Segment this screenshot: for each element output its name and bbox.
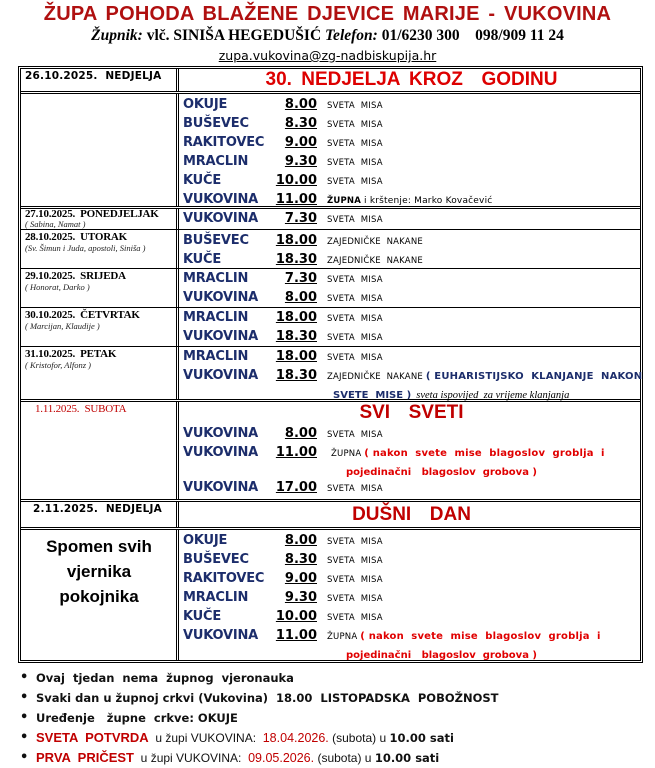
mass-entry <box>183 626 640 645</box>
mass-desc: SVETA MISA <box>327 275 383 285</box>
mass-entry <box>183 250 640 269</box>
mass-desc: SVETA MISA <box>327 139 383 149</box>
mass-desc: SVETA MISA <box>327 215 383 225</box>
mass-place: MRACLIN <box>183 310 249 325</box>
confirmation-label: SVETA POTVRDA <box>36 730 149 745</box>
mass-time: 8.30 <box>284 116 317 131</box>
announcement-text: u župi VUKOVINA: <box>148 731 263 745</box>
event-date: 18.04.2026. <box>262 731 329 745</box>
day-saints: ( Marcijan, Klaudije ) <box>25 321 100 331</box>
mass-place: VUKOVINA <box>183 628 259 643</box>
day-header-row <box>21 69 640 94</box>
day-saints: ( Sabina, Namat ) <box>25 219 86 229</box>
announcement-item <box>18 708 648 728</box>
mass-desc <box>323 367 642 387</box>
mass-desc: ZAJEDNIČKE NAKANE <box>327 237 423 247</box>
parish-title: ŽUPA POHODA BLAŽENE DJEVICE MARIJE - VUKOVINA <box>43 3 612 25</box>
mass-entry <box>183 607 640 626</box>
mass-place: VUKOVINA <box>183 368 259 383</box>
mass-time: 8.00 <box>284 533 317 548</box>
announcement-text: (subota) u <box>314 751 375 765</box>
mass-place: VUKOVINA <box>183 290 259 305</box>
announcements-list <box>18 668 648 768</box>
mass-entry <box>183 327 640 346</box>
mass-time: 10.00 <box>275 609 317 624</box>
adoration-note: ( EUHARISTIJSKO KLANJANJE NAKON <box>425 371 643 382</box>
announcement-item <box>18 688 648 708</box>
blessing-note: ( nakon svete mise blagoslov groblja i <box>364 448 605 459</box>
mass-place: BUŠEVEC <box>183 552 249 567</box>
mass-time: 11.00 <box>275 445 317 460</box>
mass-entry <box>183 171 640 190</box>
mass-entry <box>183 152 640 171</box>
mass-place: VUKOVINA <box>183 426 259 441</box>
pastor-line <box>0 27 655 45</box>
mass-time: 18.30 <box>275 252 317 267</box>
mass-time: 18.00 <box>275 233 317 248</box>
event-time: 10.00 sati <box>374 751 440 765</box>
day-date: 31.10.2025. PETAK <box>25 348 117 360</box>
mass-desc: SVETA MISA <box>327 537 383 547</box>
announcement-text: Uređenje župne crkve: OKUJE <box>36 711 238 725</box>
mass-place: RAKITOVEC <box>183 571 265 586</box>
mass-time: 18.30 <box>275 329 317 344</box>
day-date: 30.10.2025. ČETVRTAK <box>25 309 140 321</box>
pastor-name: vlč. SINIŠA HEGEDUŠIĆ <box>146 27 322 44</box>
mass-entry <box>183 531 640 550</box>
mass-desc: SVETA MISA <box>327 594 383 604</box>
announcement-text: Svaki dan u župnoj crkvi (Vukovina) 18.00 LISTOPADSKA POBOŽNOST <box>36 691 499 705</box>
blessing-note-cont: pojedinačni blagoslov grobova ) <box>345 467 537 478</box>
announcement-item <box>18 668 648 688</box>
phone-numbers: 01/6230 300 098/909 11 24 <box>381 27 564 44</box>
mass-desc: SVETA MISA <box>327 294 383 304</box>
mass-desc: SVETA MISA <box>327 353 383 363</box>
mass-time: 9.00 <box>284 571 317 586</box>
mass-entry <box>183 550 640 569</box>
mass-place: VUKOVINA <box>183 211 259 226</box>
mass-desc: SVETA MISA <box>327 177 383 187</box>
mass-time: 9.30 <box>284 154 317 169</box>
memorial-line: Spomen svih <box>46 537 152 556</box>
mass-place: MRACLIN <box>183 271 249 286</box>
announcement-text: u župi VUKOVINA: <box>134 751 249 765</box>
mass-place: BUŠEVEC <box>183 116 249 131</box>
day-row <box>21 230 640 269</box>
mass-entry <box>183 95 640 114</box>
mass-place: VUKOVINA <box>183 480 259 495</box>
mass-desc: SVETA MISA <box>327 101 383 111</box>
mass-place: KUČE <box>183 173 222 188</box>
email-link[interactable]: zupa.vukovina@zg-nadbiskupija.hr <box>218 48 437 63</box>
note-continuation <box>183 385 642 401</box>
mass-desc: SVETA MISA <box>327 120 383 130</box>
day-masses-row <box>21 530 640 660</box>
mass-entry <box>183 424 640 443</box>
mass-time: 10.00 <box>275 173 317 188</box>
day-date: 27.10.2025. PONEDJELJAK <box>25 208 159 220</box>
day-row <box>21 209 640 230</box>
mass-time: 17.00 <box>275 480 317 495</box>
mass-time: 7.30 <box>284 211 317 226</box>
adoration-note-cont: SVETE MISE ) <box>333 390 412 401</box>
mass-time: 8.00 <box>284 426 317 441</box>
day-saints: ( Kristofor, Alfonz ) <box>25 360 91 370</box>
pastor-label: Župnik: <box>91 27 143 44</box>
mass-entry <box>183 588 640 607</box>
mass-entry <box>183 443 640 462</box>
mass-entry <box>183 347 642 366</box>
mass-place: VUKOVINA <box>183 192 259 207</box>
blessing-note: ( nakon svete mise blagoslov groblja i <box>360 631 601 642</box>
mass-time: 18.00 <box>275 349 317 364</box>
mass-desc: SVETA MISA <box>327 430 383 440</box>
mass-place: VUKOVINA <box>183 329 259 344</box>
mass-time: 7.30 <box>284 271 317 286</box>
mass-time: 9.00 <box>284 135 317 150</box>
memorial-line: vjernika <box>66 562 132 581</box>
mass-desc-bold: ŽUPNA <box>327 196 361 206</box>
day-row <box>21 308 640 347</box>
mass-time: 11.00 <box>275 192 317 207</box>
day-date: 26.10.2025. NEDJELJA <box>25 70 162 82</box>
mass-time: 11.00 <box>275 628 317 643</box>
mass-desc: SVETA MISA <box>327 484 383 494</box>
mass-place: VUKOVINA <box>183 445 259 460</box>
mass-entry <box>183 114 640 133</box>
day-date: 29.10.2025. SRIJEDA <box>25 270 126 282</box>
mass-desc: SVETA MISA <box>327 613 383 623</box>
note-continuation <box>183 462 640 478</box>
mass-time: 8.30 <box>284 552 317 567</box>
mass-desc-text: ŽUPNA <box>331 449 362 459</box>
phone-label: Telefon: <box>325 27 378 44</box>
mass-entry <box>183 308 640 327</box>
mass-desc: SVETA MISA <box>327 575 383 585</box>
mass-place: MRACLIN <box>183 154 249 169</box>
event-time: 10.00 sati <box>389 731 454 745</box>
day-saints: ( Honorat, Darko ) <box>25 282 90 292</box>
mass-desc: SVETA MISA <box>327 158 383 168</box>
day-date: 1.11.2025. SUBOTA <box>35 403 127 415</box>
mass-desc: ZAJEDNIČKE NAKANE <box>327 256 423 266</box>
day-masses-row <box>21 94 640 209</box>
mass-place: KUČE <box>183 609 222 624</box>
schedule-table <box>18 66 643 663</box>
note-continuation <box>183 645 640 661</box>
mass-time: 8.00 <box>284 290 317 305</box>
mass-desc: SVETA MISA <box>327 556 383 566</box>
memorial-line: pokojnika <box>59 587 139 606</box>
day-row-all-saints <box>21 402 640 502</box>
mass-place: MRACLIN <box>183 349 249 364</box>
mass-time: 9.30 <box>284 590 317 605</box>
day-row <box>21 269 640 308</box>
day-date: 2.11.2025. NEDJELJA <box>33 503 162 515</box>
mass-desc-text: ŽUPNA <box>327 632 358 642</box>
mass-entry <box>183 569 640 588</box>
mass-place: BUŠEVEC <box>183 233 249 248</box>
mass-time: 8.00 <box>284 97 317 112</box>
communion-label: PRVA PRIČEST <box>36 750 135 765</box>
mass-place: KUČE <box>183 252 222 267</box>
mass-desc: SVETA MISA <box>327 333 383 343</box>
blessing-note-cont: pojedinačni blagoslov grobova ) <box>345 650 537 661</box>
mass-entry <box>183 190 640 209</box>
mass-desc-rest: i krštenje: Marko Kovačević <box>361 196 493 206</box>
mass-place: OKUJE <box>183 97 228 112</box>
mass-place: MRACLIN <box>183 590 249 605</box>
mass-entry <box>183 133 640 152</box>
mass-place: OKUJE <box>183 533 228 548</box>
mass-entry <box>183 478 640 497</box>
confession-note: sveta ispovijed za vrijeme klanjanja <box>416 390 570 401</box>
announcement-item <box>18 728 648 748</box>
announcement-item <box>18 748 648 768</box>
announcement-text: (subota) u <box>328 731 390 745</box>
mass-entry <box>183 269 640 288</box>
mass-time: 18.30 <box>275 368 317 383</box>
feast-title: DUŠNI DAN <box>352 504 471 525</box>
memorial-text <box>25 531 173 609</box>
mass-time: 18.00 <box>275 310 317 325</box>
event-date: 09.05.2026. <box>248 751 315 765</box>
day-header-row <box>21 502 640 530</box>
mass-desc: SVETA MISA <box>327 314 383 324</box>
mass-desc <box>323 627 601 647</box>
mass-entry <box>183 231 640 250</box>
mass-entry <box>183 288 640 307</box>
day-saints: (Sv. Šimun i Juda, apostoli, Siniša ) <box>25 243 146 253</box>
mass-place: RAKITOVEC <box>183 135 265 150</box>
feast-title: 30. NEDJELJA KROZ GODINU <box>265 69 558 90</box>
mass-desc <box>323 444 605 464</box>
day-row <box>21 347 643 402</box>
feast-title: SVI SVETI <box>359 402 464 423</box>
announcement-text: Ovaj tjedan nema župnog vjeronauka <box>36 671 294 685</box>
day-date: 28.10.2025. UTORAK <box>25 231 128 243</box>
mass-desc-text: ZAJEDNIČKE NAKANE <box>327 372 423 382</box>
mass-entry <box>183 209 640 228</box>
